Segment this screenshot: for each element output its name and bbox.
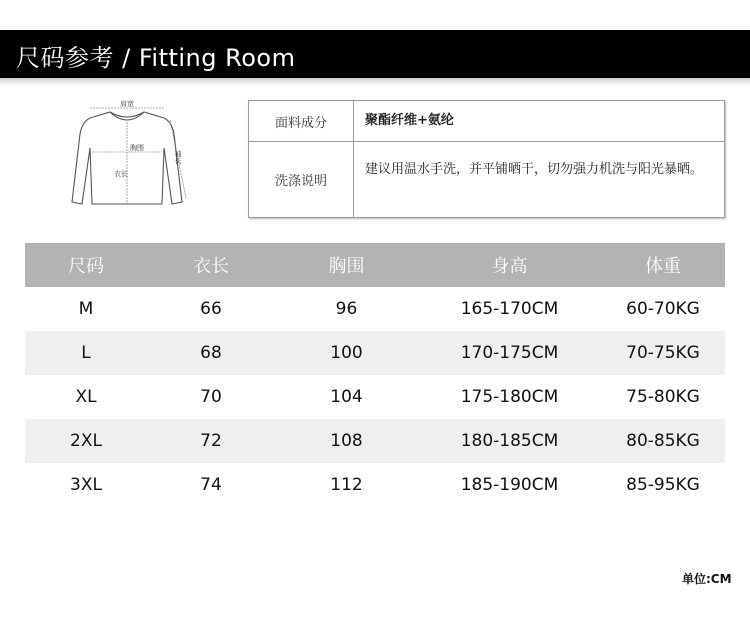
header-height: 身高 <box>491 256 528 277</box>
header-size: 尺码 <box>68 256 104 277</box>
cell-chest: 112 <box>330 475 363 495</box>
header-chest: 胸围 <box>328 256 365 277</box>
cell-height: 165-170CM <box>460 299 559 319</box>
cell-chest: 100 <box>330 343 363 363</box>
cell-weight: 80-85KG <box>626 431 700 451</box>
chest-label: 胸围 <box>130 144 144 152</box>
header-shadow <box>0 78 750 86</box>
table-row <box>25 463 725 507</box>
table-row <box>25 331 725 375</box>
cell-size: M <box>78 299 94 319</box>
cell-weight: 60-70KG <box>626 299 700 319</box>
cell-length: 72 <box>200 431 222 451</box>
cell-chest: 96 <box>335 299 358 319</box>
cell-chest: 108 <box>330 431 363 451</box>
garment-diagram <box>52 98 202 218</box>
cell-size: L <box>81 343 91 363</box>
header-length: 衣长 <box>193 256 229 277</box>
cell-size: XL <box>75 387 97 407</box>
material-value: 聚酯纤维+氨纶 <box>365 113 454 128</box>
care-row <box>249 142 724 217</box>
sleeve-label: 袖长 <box>174 150 182 164</box>
cell-length: 68 <box>200 343 222 363</box>
cell-length: 66 <box>200 299 222 319</box>
cell-weight: 75-80KG <box>626 387 700 407</box>
cell-weight: 85-95KG <box>626 475 700 495</box>
header-weight: 体重 <box>645 256 681 277</box>
cell-height: 170-175CM <box>460 343 559 363</box>
page-header <box>0 30 750 78</box>
cell-length: 74 <box>200 475 222 495</box>
size-table-header <box>25 243 725 287</box>
shoulder-label: 肩宽 <box>120 100 134 108</box>
cell-size: 2XL <box>70 431 102 451</box>
care-value: 建议用温水手洗，并平铺晒干，切勿强力机洗与阳光暴晒。 <box>365 162 704 177</box>
size-table <box>25 243 725 507</box>
page-title: 尺码参考 / Fitting Room <box>16 44 296 72</box>
cell-chest: 104 <box>330 387 363 407</box>
table-row <box>25 375 725 419</box>
table-row <box>25 419 725 463</box>
table-row <box>25 287 725 331</box>
cell-size: 3XL <box>70 475 102 495</box>
unit-note: 单位:CM <box>682 572 732 586</box>
product-info-table <box>248 100 725 218</box>
material-row <box>249 101 724 142</box>
material-label: 面料成分 <box>249 101 354 141</box>
care-label: 洗涤说明 <box>249 142 354 217</box>
cell-height: 175-180CM <box>460 387 559 407</box>
cell-length: 70 <box>200 387 222 407</box>
length-label: 衣长 <box>114 170 128 178</box>
cell-weight: 70-75KG <box>626 343 700 363</box>
cell-height: 180-185CM <box>460 431 559 451</box>
cell-height: 185-190CM <box>460 475 559 495</box>
